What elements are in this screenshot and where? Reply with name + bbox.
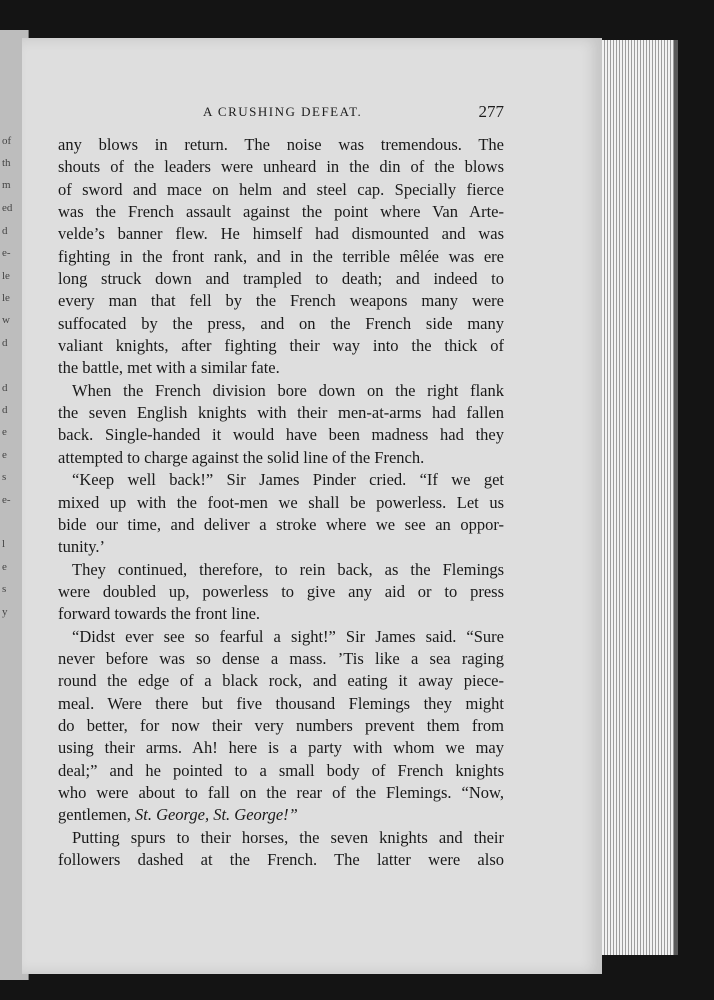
text-line: never before was so dense a mass. ’Tis like a sea raging [58, 648, 504, 668]
margin-fragment: d [2, 382, 8, 394]
margin-fragment: e- [2, 494, 11, 506]
margin-fragment: le [2, 292, 10, 304]
text-line: deal;” and he pointed to a small body of French knights [58, 760, 504, 780]
text-line: “Didst ever see so fearful a sight!” Sir James said. “Sure [72, 626, 504, 646]
text-line: were doubled up, powerless to give any aid or to press [58, 581, 504, 601]
text-line: round the edge of a black rock, and eating it away piece- [58, 671, 504, 691]
text-line-italic-ending [58, 804, 504, 826]
text-line: valiant knights, after fighting their way into the thick of [58, 336, 504, 356]
margin-fragment: d [2, 404, 8, 416]
text-line: back. Single-handed it would have been madness had they [58, 425, 504, 445]
margin-fragment: e [2, 426, 7, 438]
text-line: the seven English knights with their men-at-arms had fallen [58, 403, 504, 423]
text-line: any blows in return. The noise was tremendous. The [58, 135, 504, 154]
text-line: using their arms. Ah! here is a party with whom we may [58, 738, 504, 758]
text-line: of sword and mace on helm and steel cap. Specially fierce [58, 179, 504, 199]
margin-fragment: le [2, 270, 10, 282]
page-number: 277 [478, 102, 504, 121]
text-span: gentlemen, [58, 805, 135, 825]
margin-fragment: s [2, 471, 7, 483]
margin-fragment: d [2, 225, 8, 237]
running-head: A CRUSHING DEFEAT. [203, 104, 363, 119]
text-line: the battle, met with a similar fate. [58, 358, 280, 378]
text-line: fighting in the front rank, and in the terrible mêlée was ere [58, 246, 504, 266]
text-line: meal. Were there but five thousand Flemings they might [58, 693, 504, 713]
margin-fragment: e [2, 561, 7, 573]
margin-fragment: ed [2, 202, 13, 214]
text-line: “Keep well back!” Sir James Pinder cried. “If we get [72, 470, 504, 490]
text-line: every man that fell by the French weapons many were [58, 291, 504, 311]
margin-fragment: m [2, 179, 11, 191]
margin-fragment: e [2, 449, 7, 461]
text-line: forward towards the front line. [58, 604, 261, 624]
text-line: who were about to fall on the rear of the Flemings. “Now, [58, 782, 504, 802]
page-header [58, 102, 504, 124]
body-text [58, 134, 504, 871]
text-line: bide our time, and deliver a stroke where we see an oppor- [58, 514, 504, 534]
margin-fragment: of [2, 135, 12, 147]
page-stack-edge [596, 40, 678, 955]
text-line: They continued, therefore, to rein back, as the Flemings [72, 559, 504, 579]
text-line: attempted to charge against the solid line of the French. [58, 447, 425, 467]
italic-phrase: St. George, St. George!” [134, 805, 298, 825]
text-line: velde’s banner flew. He himself had dismounted and was [58, 224, 504, 244]
margin-fragment: l [2, 538, 6, 550]
text-line: long struck down and trampled to death; and indeed to [58, 269, 504, 289]
text-line: tunity.’ [58, 537, 106, 557]
margin-fragment: s [2, 583, 7, 595]
text-line: suffocated by the press, and on the French side many [58, 313, 504, 333]
text-line: When the French division bore down on the right flank [72, 380, 504, 400]
margin-fragment: e- [2, 247, 11, 259]
margin-fragment: w [2, 314, 10, 326]
margin-fragment: y [2, 606, 8, 618]
margin-fragment: th [2, 157, 11, 169]
text-line: do better, for now their very numbers prevent them from [58, 715, 504, 735]
book-page [22, 38, 602, 974]
margin-fragment: d [2, 337, 8, 349]
text-line: followers dashed at the French. The latter were also [58, 850, 504, 869]
text-line: mixed up with the foot-men we shall be powerless. Let us [58, 492, 504, 512]
text-line: shouts of the leaders were unheard in the din of the blows [58, 157, 504, 177]
text-line: Putting spurs to their horses, the seven knights and their [72, 827, 504, 847]
text-line: was the French assault against the point where Van Arte- [58, 202, 504, 222]
